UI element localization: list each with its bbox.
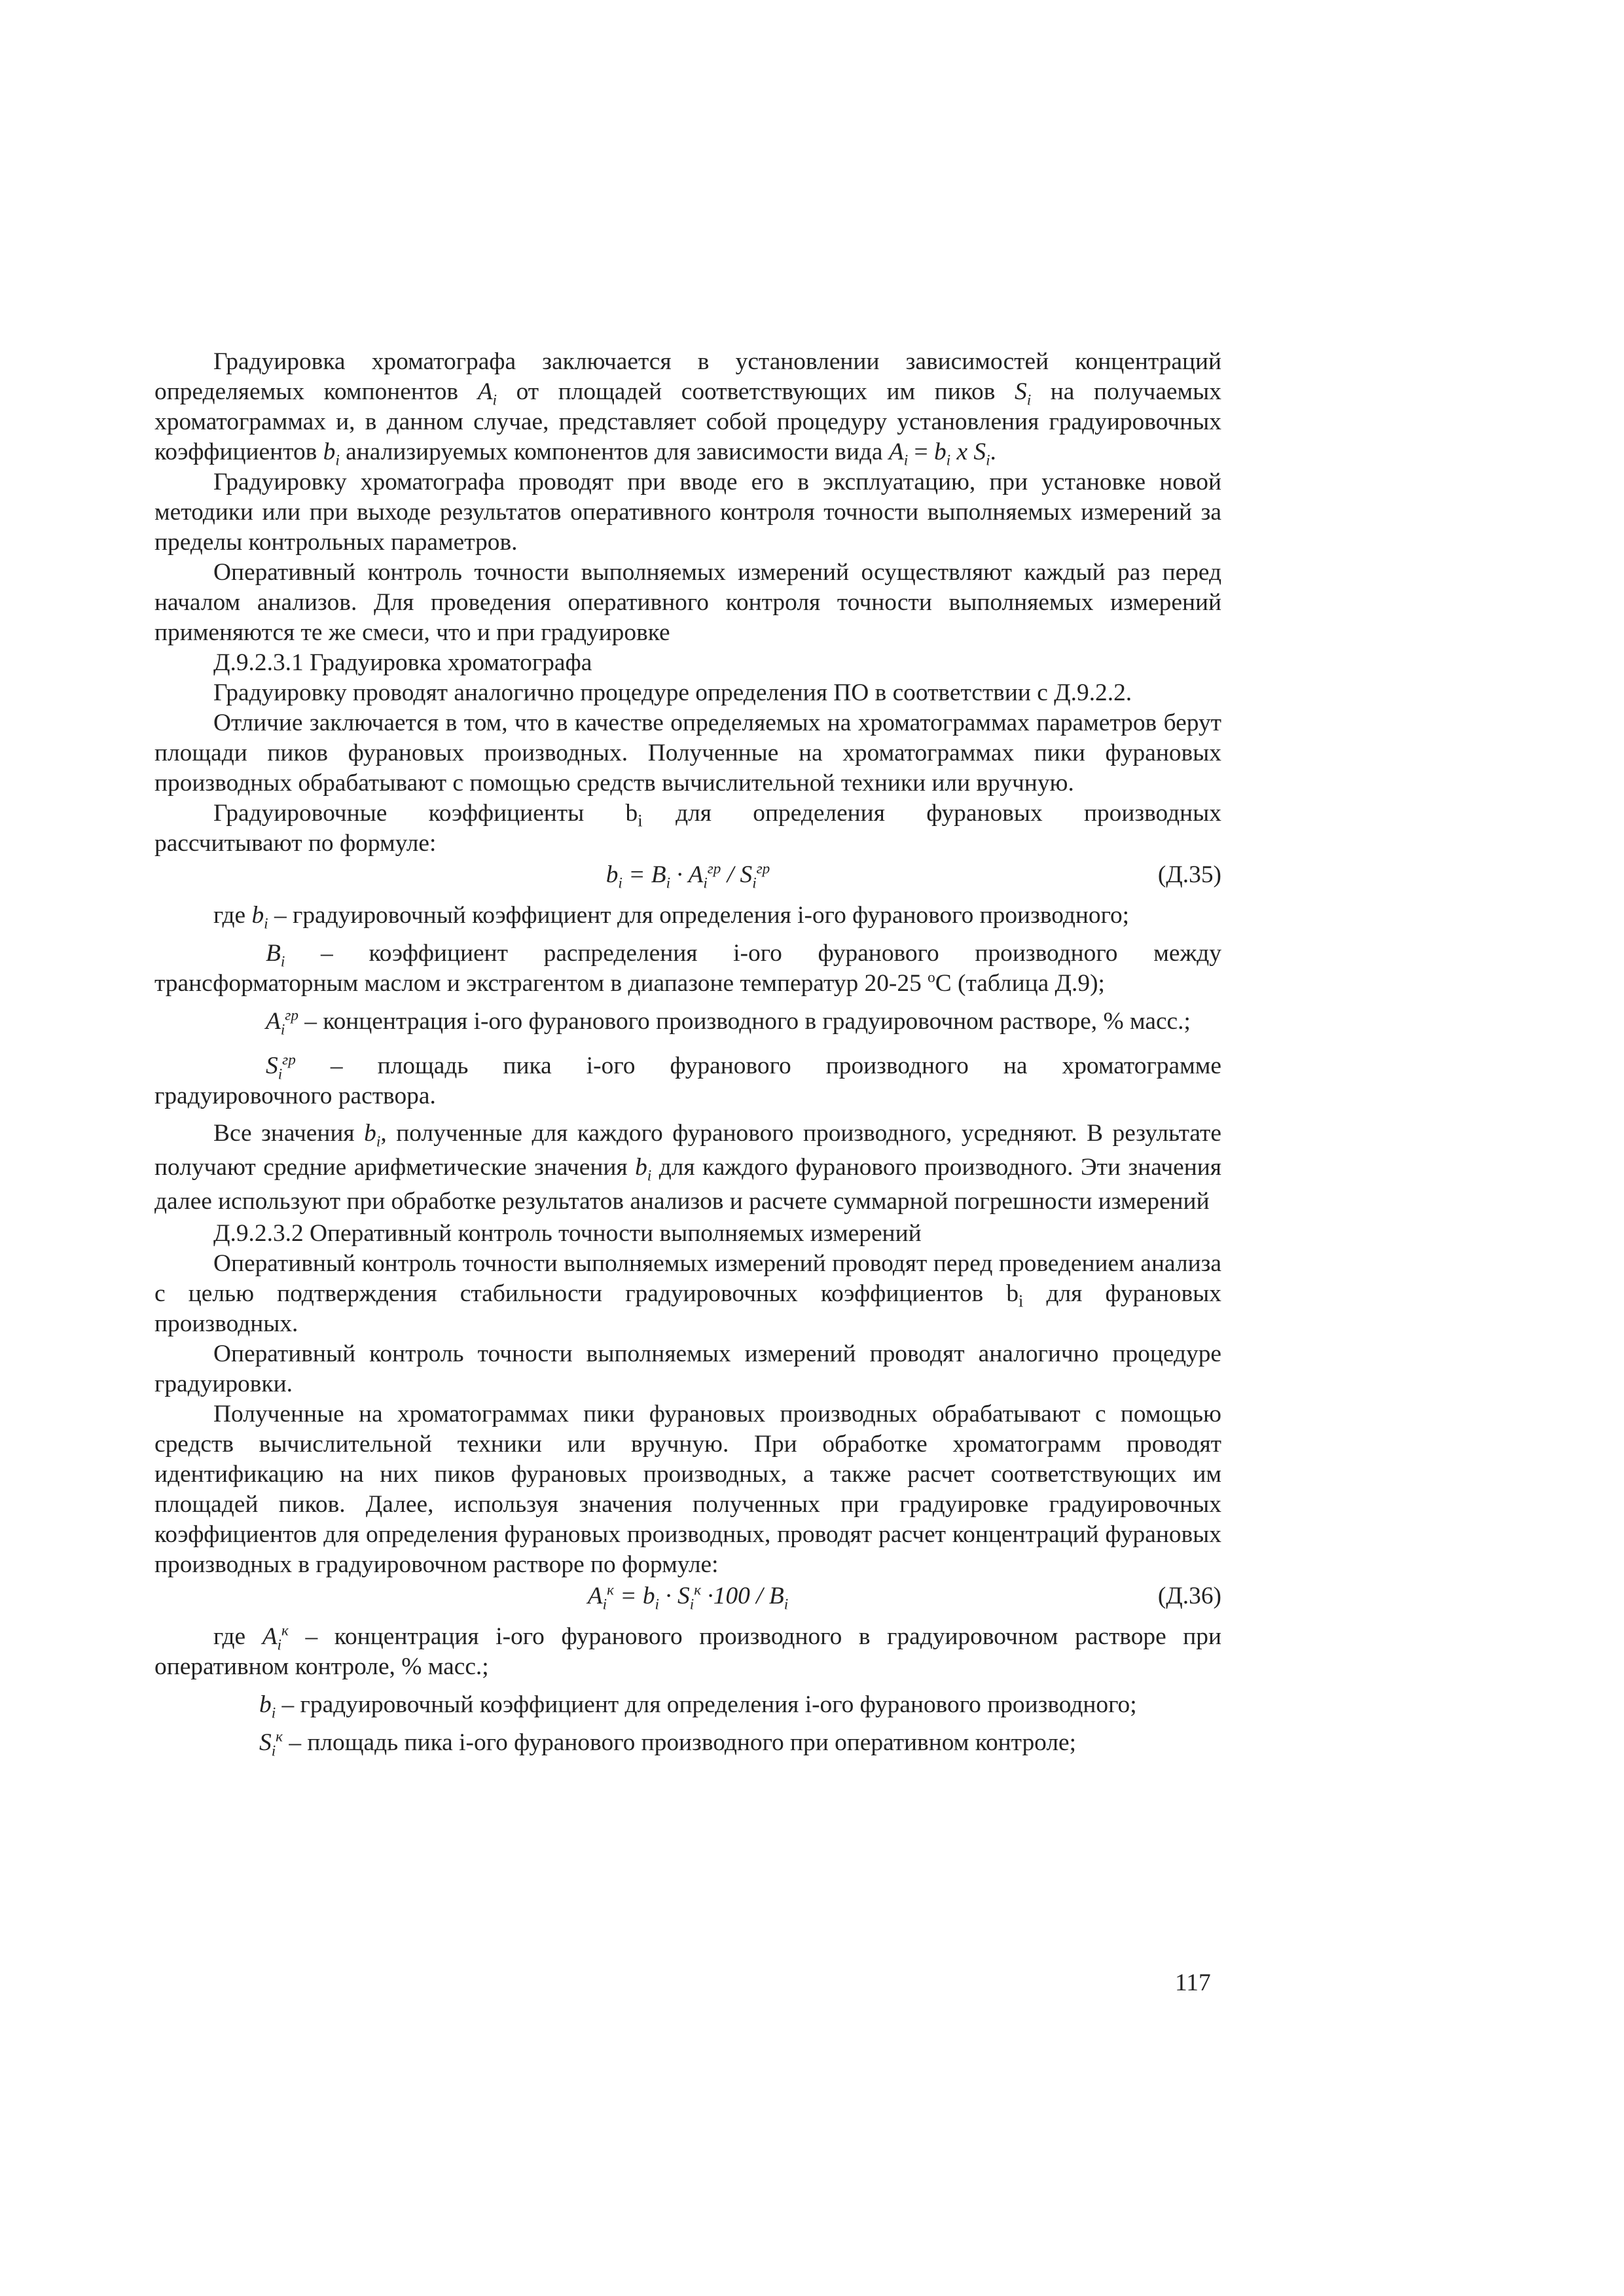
section-heading-d9232: Д.9.2.3.2 Оперативный контроль точности выполняемых измерений [213, 1220, 922, 1247]
definition-Bi: $B_i$ – коэффициент распределения i-ого фуранового производного между трансформаторным маслом и экстрагентом в диапазоне температур 20-25 $^о$С (таблица Д.9); [154, 940, 1221, 997]
paragraph-difference: Отличие заключается в том, что в качестве определяемых на хроматограммах параметров берут площади пиков фурановых производных. Полученные на хроматограммах пики фурановых производных обрабатывают с помощью средств вычислительной техники или вручную. [154, 709, 1221, 797]
paragraph-calibration-intro: Градуировка хроматографа заключается в установлении зависимостей концентраций определяемых компонентов $A_i$ от площадей соответствующих им пиков $S_i$ на получаемых хроматограммах и, в данном случае, представляет собой процедуру установления градуировочных коэффициентов $b_i$ анализируемых компонентов для зависимости вида $A_i = b_i$ x $S_i$. [154, 348, 1222, 469]
paragraph-operative-control: Оперативный контроль точности выполняемых измерений осуществляют каждый раз перед началом анализов. Для проведения оперативного контроля точности выполняемых измерений применяются те же смеси, что и при градуировке [154, 559, 1221, 646]
section-heading-d9231: Д.9.2.3.1 Градуировка хроматографа [213, 649, 592, 676]
paragraph-operative-purpose: Оперативный контроль точности выполняемых измерений проводят перед проведением анализа с целью подтверждения стабильности градуировочных коэффициентов $b_i$ для фурановых производных. [154, 1250, 1221, 1337]
paragraph-processing: Полученные на хроматограммах пики фурановых производных обрабатывают с помощью средств вычислительной техники или вручную. При обработке хроматограмм проводят идентификацию на них пиков фурановых производных, а также расчет соответствующих им площадей пиков. Далее, используя значения полученных при градуировке градуировочных коэффициентов для определения фурановых производных, проводят расчет концентраций фурановых производных в градуировочном растворе по формуле: [154, 1401, 1221, 1578]
paragraph-coefficients: Градуировочные коэффициенты $b_i$ для определения фурановых производных рассчитывают по формуле: [154, 800, 1221, 857]
formula-d35 [154, 860, 1221, 899]
formula-d36-expression: $A_i^к = b_i \cdot S_i^к \cdot 100 / B_i$ [587, 1581, 789, 1613]
definition-Ai-gr: $A_i^{гр}$ – концентрация i-ого фуранового производного в градуировочном растворе, % масс.; [266, 1007, 1191, 1039]
paragraph-averaging: Все значения $b_i$, полученные для каждого фуранового производного, усредняют. В результате получают средние арифметические значения $b_i$ для каждого фуранового производного. Эти значения далее используют при обработке результатов анализов и расчете суммарной погрешности измерений [154, 1120, 1221, 1215]
paragraph-operative-analog: Оперативный контроль точности выполняемых измерений проводят аналогично процедуре градуировки. [154, 1340, 1221, 1397]
definition-Ai-k: где $A_i^к$ – концентрация i-ого фуранового производного в градуировочном растворе при оперативном контроле, % масс.; [154, 1622, 1221, 1680]
formula-d36-number: (Д.36) [1157, 1583, 1221, 1609]
definition-bi: где $b_i$ – градуировочный коэффициент для определения i-ого фуранового производного; [213, 902, 1130, 933]
page-number: 117 [1175, 1969, 1211, 1996]
paragraph-calibration-when: Градуировку хроматографа проводят при вводе его в эксплуатацию, при установке новой методики или при выходе результатов оперативного контроля точности выполняемых измерений за пределы контрольных параметров. [154, 469, 1221, 556]
paragraph-calibration-analog: Градуировку проводят аналогично процедуре определения ПО в соответствии с Д.9.2.2. [213, 679, 1132, 706]
definition-bi-2: $b_i$ – градуировочный коэффициент для определения i-ого фуранового производного; [259, 1691, 1137, 1722]
formula-d35-number: (Д.35) [1157, 861, 1221, 888]
formula-d36 [154, 1581, 1221, 1621]
definition-Si-gr: $S_i^{гр}$ – площадь пика i-ого фуранового производного на хроматограмме градуировочного раствора. [154, 1051, 1221, 1109]
formula-d35-expression: $b_i = B_i \cdot A_i^{гр} / S_i^{гр}$ [605, 860, 770, 892]
definition-Si-k: $S_i^к$ – площадь пика i-ого фуранового производного при оперативном контроле; [259, 1728, 1077, 1760]
document-body [154, 347, 1221, 1758]
